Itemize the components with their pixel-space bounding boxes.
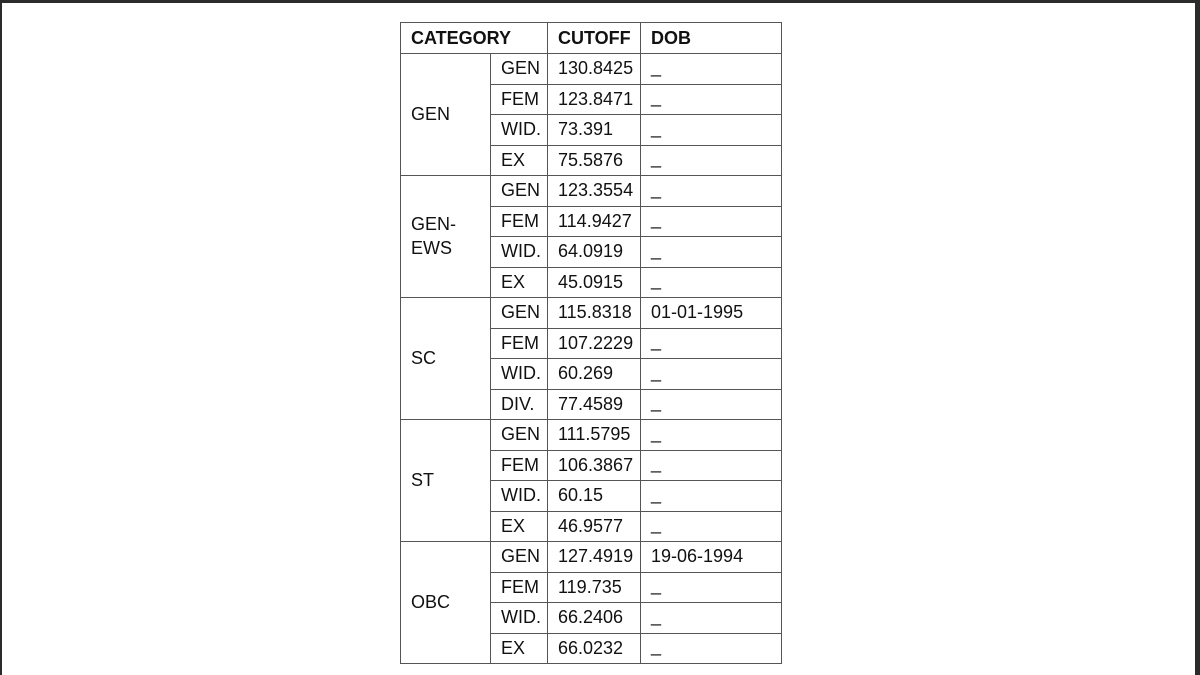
cutoff-cell: 66.0232 xyxy=(548,633,641,664)
cutoff-cell: 75.5876 xyxy=(548,145,641,176)
header-dob: DOB xyxy=(641,23,782,54)
cutoff-cell: 123.3554 xyxy=(548,176,641,207)
table-row xyxy=(401,54,782,85)
subcategory-cell: WID. xyxy=(491,359,548,390)
dob-cell: _ xyxy=(641,176,782,207)
cutoff-cell: 111.5795 xyxy=(548,420,641,451)
cutoff-cell: 119.735 xyxy=(548,572,641,603)
subcategory-cell: EX xyxy=(491,267,548,298)
dob-cell: _ xyxy=(641,84,782,115)
dob-cell: _ xyxy=(641,54,782,85)
cutoff-cell: 127.4919 xyxy=(548,542,641,573)
dob-cell: _ xyxy=(641,237,782,268)
table-row xyxy=(401,420,782,451)
cutoff-cell: 46.9577 xyxy=(548,511,641,542)
cutoff-cell: 45.0915 xyxy=(548,267,641,298)
table-row xyxy=(401,298,782,329)
dob-cell: _ xyxy=(641,206,782,237)
dob-cell: _ xyxy=(641,115,782,146)
cutoff-cell: 114.9427 xyxy=(548,206,641,237)
cutoff-cell: 77.4589 xyxy=(548,389,641,420)
dob-cell: _ xyxy=(641,328,782,359)
subcategory-cell: EX xyxy=(491,145,548,176)
header-row xyxy=(401,23,782,54)
subcategory-cell: GEN xyxy=(491,542,548,573)
table-row xyxy=(401,176,782,207)
cutoff-cell: 130.8425 xyxy=(548,54,641,85)
category-cell xyxy=(401,176,491,298)
subcategory-cell: EX xyxy=(491,633,548,664)
cutoff-cell: 66.2406 xyxy=(548,603,641,634)
header-category: CATEGORY xyxy=(401,23,548,54)
subcategory-cell: FEM xyxy=(491,572,548,603)
cutoff-cell: 73.391 xyxy=(548,115,641,146)
subcategory-cell: FEM xyxy=(491,84,548,115)
table-row xyxy=(401,542,782,573)
category-line-1: GEN- xyxy=(411,214,456,235)
dob-cell: _ xyxy=(641,145,782,176)
category-line-2: EWS xyxy=(411,237,453,258)
subcategory-cell: WID. xyxy=(491,237,548,268)
dob-cell: _ xyxy=(641,633,782,664)
dob-cell: _ xyxy=(641,450,782,481)
subcategory-cell: WID. xyxy=(491,603,548,634)
dob-cell: _ xyxy=(641,389,782,420)
cutoff-cell: 107.2229 xyxy=(548,328,641,359)
cutoff-cell: 115.8318 xyxy=(548,298,641,329)
cutoff-table xyxy=(400,22,782,664)
subcategory-cell: WID. xyxy=(491,481,548,512)
dob-cell: _ xyxy=(641,511,782,542)
category-cell: SC xyxy=(401,298,491,420)
category-cell: ST xyxy=(401,420,491,542)
dob-cell: _ xyxy=(641,359,782,390)
subcategory-cell: DIV. xyxy=(491,389,548,420)
dob-cell: 01-01-1995 xyxy=(641,298,782,329)
category-cell: OBC xyxy=(401,542,491,664)
category-cell: GEN xyxy=(401,54,491,176)
subcategory-cell: FEM xyxy=(491,450,548,481)
dob-cell: _ xyxy=(641,420,782,451)
subcategory-cell: GEN xyxy=(491,54,548,85)
dob-cell: _ xyxy=(641,572,782,603)
cutoff-cell: 60.15 xyxy=(548,481,641,512)
cutoff-cell: 64.0919 xyxy=(548,237,641,268)
subcategory-cell: GEN xyxy=(491,420,548,451)
subcategory-cell: FEM xyxy=(491,206,548,237)
document-page xyxy=(2,3,1195,675)
header-cutoff: CUTOFF xyxy=(548,23,641,54)
dob-cell: 19-06-1994 xyxy=(641,542,782,573)
subcategory-cell: GEN xyxy=(491,298,548,329)
subcategory-cell: FEM xyxy=(491,328,548,359)
cutoff-cell: 106.3867 xyxy=(548,450,641,481)
dob-cell: _ xyxy=(641,481,782,512)
dob-cell: _ xyxy=(641,603,782,634)
subcategory-cell: WID. xyxy=(491,115,548,146)
cutoff-cell: 123.8471 xyxy=(548,84,641,115)
subcategory-cell: GEN xyxy=(491,176,548,207)
cutoff-cell: 60.269 xyxy=(548,359,641,390)
dob-cell: _ xyxy=(641,267,782,298)
subcategory-cell: EX xyxy=(491,511,548,542)
